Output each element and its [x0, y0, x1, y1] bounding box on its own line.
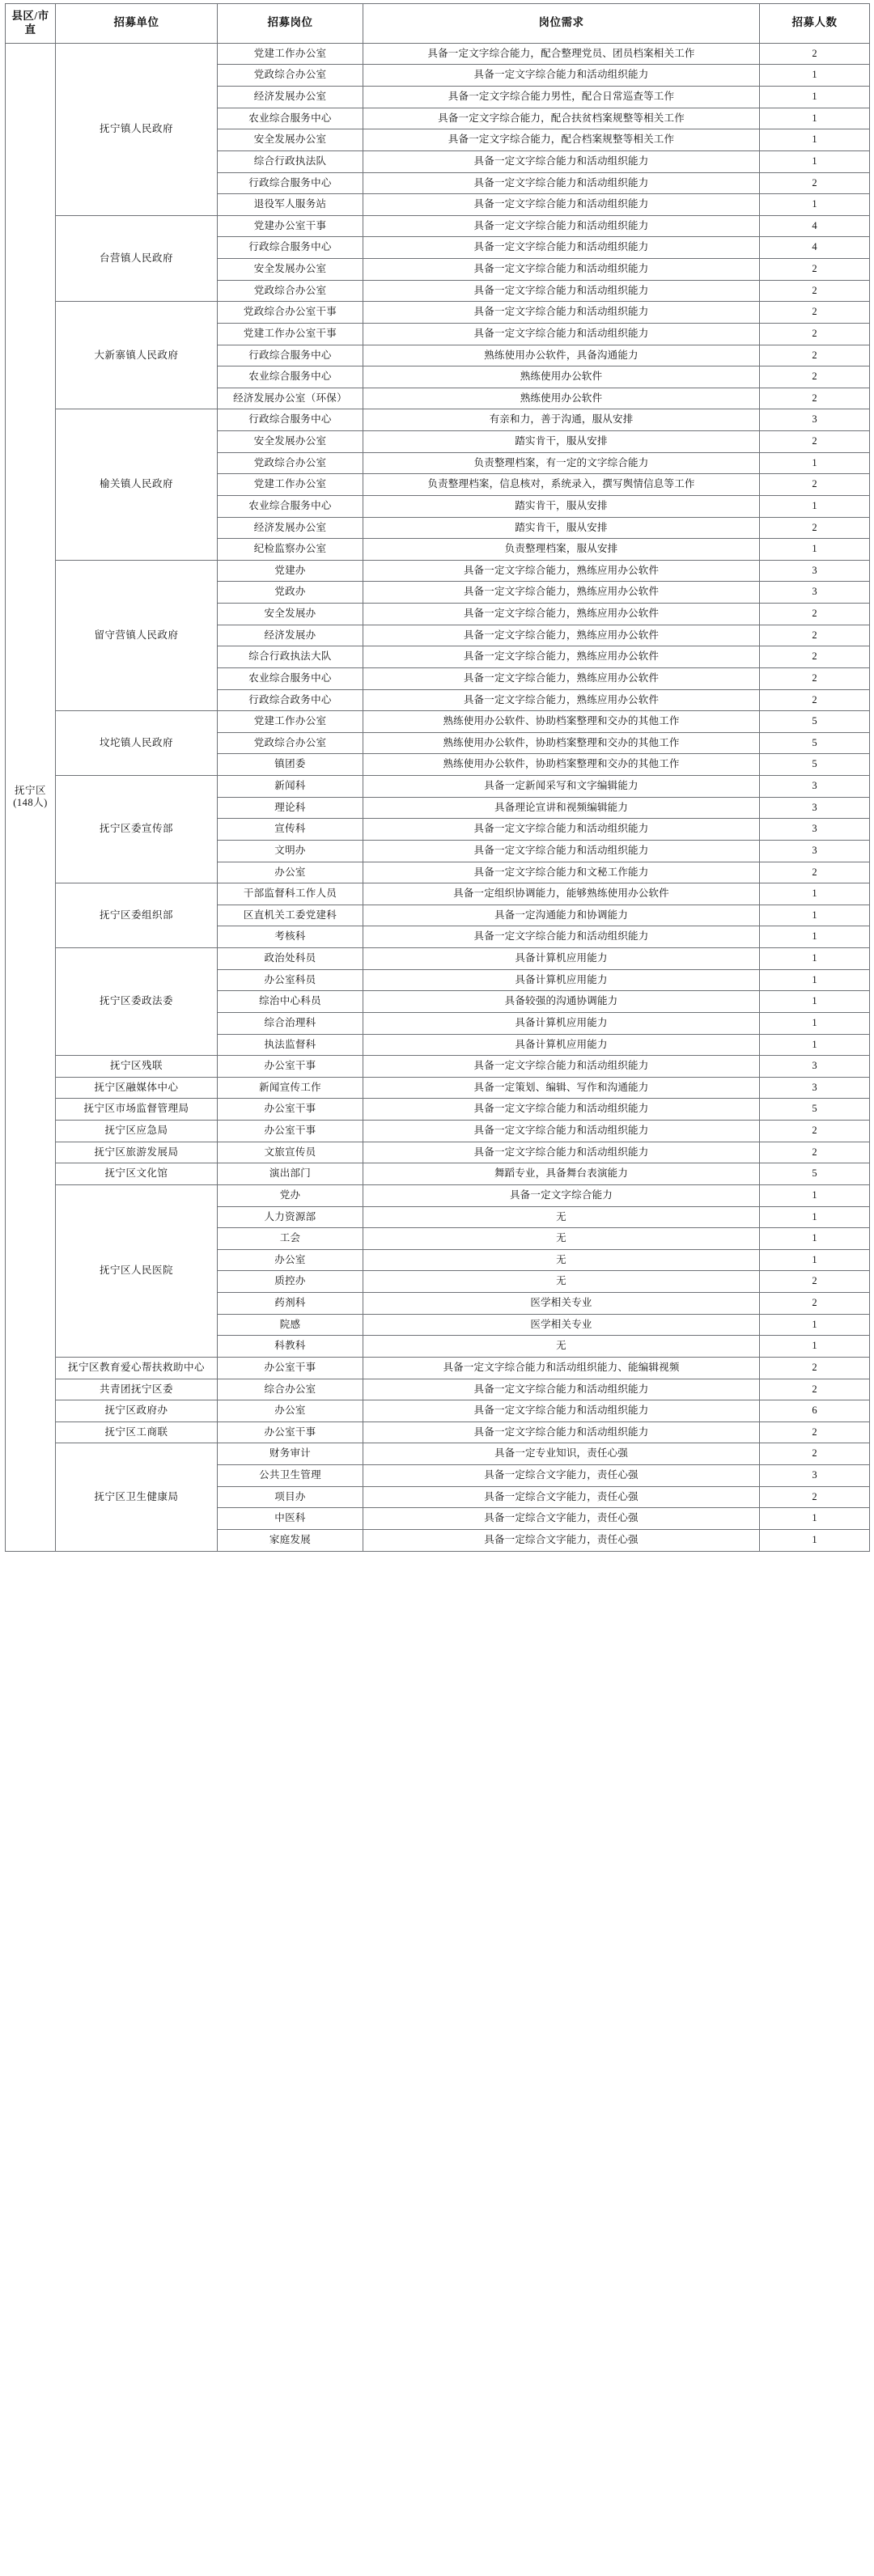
unit-cell: 抚宁区委政法委: [56, 948, 218, 1056]
requirement-cell: 具备一定文字综合能力和活动组织能力: [363, 150, 760, 172]
count-cell: 2: [760, 172, 870, 194]
post-cell: 综合治理科: [218, 1012, 363, 1034]
requirement-cell: 熟练使用办公软件: [363, 366, 760, 388]
count-cell: 1: [760, 1508, 870, 1530]
unit-cell: 抚宁区融媒体中心: [56, 1077, 218, 1099]
requirement-cell: 具备一定文字综合能力，熟练应用办公软件: [363, 560, 760, 582]
count-cell: 3: [760, 840, 870, 862]
count-cell: 1: [760, 539, 870, 561]
count-cell: 3: [760, 776, 870, 798]
post-cell: 公共卫生管理: [218, 1465, 363, 1487]
table-row: [6, 883, 870, 905]
post-cell: 考核科: [218, 926, 363, 948]
count-cell: 2: [760, 280, 870, 302]
table-row: [6, 711, 870, 733]
region-name: 抚宁区: [14, 784, 46, 796]
post-cell: 办公室干事: [218, 1099, 363, 1121]
table-row: [6, 409, 870, 431]
count-cell: 1: [760, 194, 870, 216]
requirement-cell: 熟练使用办公软件，协助档案整理和交办的其他工作: [363, 732, 760, 754]
table-row: [6, 302, 870, 324]
recruitment-table: [5, 3, 870, 1552]
post-cell: 党建工作办公室: [218, 43, 363, 65]
table-row: [6, 1443, 870, 1465]
count-cell: 3: [760, 1056, 870, 1078]
requirement-cell: 具备一定文字综合能力，配合整理党员、团员档案相关工作: [363, 43, 760, 65]
table-row: [6, 948, 870, 970]
requirement-cell: 具备一定综合文字能力，责任心强: [363, 1508, 760, 1530]
count-cell: 2: [760, 1293, 870, 1315]
column-header-requirement: 岗位需求: [363, 4, 760, 44]
count-cell: 2: [760, 862, 870, 883]
post-cell: 党政综合办公室: [218, 732, 363, 754]
unit-cell: 抚宁区市场监督管理局: [56, 1099, 218, 1121]
post-cell: 党政综合办公室: [218, 280, 363, 302]
unit-cell: 抚宁区教育爱心帮扶救助中心: [56, 1357, 218, 1379]
post-cell: 安全发展办: [218, 604, 363, 625]
table-row: [6, 1099, 870, 1121]
table-row: [6, 1056, 870, 1078]
post-cell: 党政综合办公室: [218, 452, 363, 474]
count-cell: 1: [760, 1012, 870, 1034]
requirement-cell: 具备一定文字综合能力和活动组织能力: [363, 302, 760, 324]
unit-cell: 榆关镇人民政府: [56, 409, 218, 560]
table-row: [6, 560, 870, 582]
post-cell: 党建办: [218, 560, 363, 582]
table-row: [6, 1077, 870, 1099]
count-cell: 3: [760, 582, 870, 604]
requirement-cell: 无: [363, 1336, 760, 1358]
count-cell: 1: [760, 65, 870, 87]
count-cell: 1: [760, 150, 870, 172]
post-cell: 农业综合服务中心: [218, 495, 363, 517]
requirement-cell: 具备一定组织协调能力，能够熟练使用办公软件: [363, 883, 760, 905]
requirement-cell: 具备一定文字综合能力男性，配合日常巡查等工作: [363, 87, 760, 108]
unit-cell: 抚宁区政府办: [56, 1400, 218, 1422]
count-cell: 1: [760, 1314, 870, 1336]
post-cell: 党建工作办公室: [218, 711, 363, 733]
count-cell: 5: [760, 754, 870, 776]
post-cell: 办公室干事: [218, 1121, 363, 1142]
requirement-cell: 具备一定沟通能力和协调能力: [363, 905, 760, 926]
table-row: [6, 1121, 870, 1142]
region-cell: [6, 43, 56, 1551]
count-cell: 2: [760, 1357, 870, 1379]
requirement-cell: 具备一定文字综合能力和活动组织能力: [363, 1142, 760, 1163]
requirement-cell: 具备计算机应用能力: [363, 1012, 760, 1034]
post-cell: 农业综合服务中心: [218, 108, 363, 129]
requirement-cell: 踏实肯干，服从安排: [363, 495, 760, 517]
requirement-cell: 具备一定综合文字能力，责任心强: [363, 1529, 760, 1551]
requirement-cell: 熟练使用办公软件、协助档案整理和交办的其他工作: [363, 711, 760, 733]
count-cell: 2: [760, 366, 870, 388]
requirement-cell: 具备一定文字综合能力: [363, 1184, 760, 1206]
requirement-cell: 具备一定文字综合能力和活动组织能力: [363, 65, 760, 87]
count-cell: 1: [760, 969, 870, 991]
count-cell: 1: [760, 991, 870, 1013]
requirement-cell: 具备一定文字综合能力和活动组织能力、能编辑视频: [363, 1357, 760, 1379]
post-cell: 理论科: [218, 797, 363, 819]
unit-cell: 共青团抚宁区委: [56, 1379, 218, 1400]
post-cell: 党建工作办公室: [218, 474, 363, 496]
requirement-cell: 具备一定文字综合能力和活动组织能力: [363, 194, 760, 216]
post-cell: 党政办: [218, 582, 363, 604]
column-header-post: 招募岗位: [218, 4, 363, 44]
requirement-cell: 具备计算机应用能力: [363, 969, 760, 991]
requirement-cell: 负责整理档案，信息核对，系统录入，撰写舆情信息等工作: [363, 474, 760, 496]
post-cell: 办公室干事: [218, 1056, 363, 1078]
post-cell: 农业综合服务中心: [218, 366, 363, 388]
requirement-cell: 具备一定文字综合能力，熟练应用办公软件: [363, 582, 760, 604]
post-cell: 家庭发展: [218, 1529, 363, 1551]
post-cell: 行政综合服务中心: [218, 345, 363, 366]
post-cell: 办公室干事: [218, 1357, 363, 1379]
unit-cell: 抚宁区人民医院: [56, 1184, 218, 1357]
post-cell: 办公室: [218, 1249, 363, 1271]
requirement-cell: 具备一定文字综合能力，熟练应用办公软件: [363, 667, 760, 689]
requirement-cell: 具备一定文字综合能力和活动组织能力: [363, 323, 760, 345]
count-cell: 2: [760, 259, 870, 281]
count-cell: 1: [760, 1034, 870, 1056]
requirement-cell: 具备计算机应用能力: [363, 948, 760, 970]
count-cell: 1: [760, 129, 870, 151]
table-row: [6, 43, 870, 65]
count-cell: 3: [760, 797, 870, 819]
unit-cell: 抚宁镇人民政府: [56, 43, 218, 215]
requirement-cell: 具备一定文字综合能力，熟练应用办公软件: [363, 646, 760, 668]
requirement-cell: 具备一定综合文字能力，责任心强: [363, 1486, 760, 1508]
count-cell: 1: [760, 1249, 870, 1271]
requirement-cell: 踏实肯干，服从安排: [363, 431, 760, 453]
count-cell: 2: [760, 302, 870, 324]
post-cell: 办公室干事: [218, 1421, 363, 1443]
count-cell: 2: [760, 625, 870, 646]
post-cell: 行政综合服务中心: [218, 237, 363, 259]
requirement-cell: 具备一定综合文字能力，责任心强: [363, 1465, 760, 1487]
requirement-cell: 具备一定文字综合能力，熟练应用办公软件: [363, 625, 760, 646]
count-cell: 1: [760, 1336, 870, 1358]
requirement-cell: 医学相关专业: [363, 1293, 760, 1315]
post-cell: 药剂科: [218, 1293, 363, 1315]
requirement-cell: 踏实肯干，服从安排: [363, 517, 760, 539]
count-cell: 2: [760, 1421, 870, 1443]
unit-cell: 抚宁区工商联: [56, 1421, 218, 1443]
post-cell: 区直机关工委党建科: [218, 905, 363, 926]
count-cell: 6: [760, 1400, 870, 1422]
count-cell: 1: [760, 452, 870, 474]
post-cell: 党建工作办公室干事: [218, 323, 363, 345]
count-cell: 2: [760, 43, 870, 65]
count-cell: 3: [760, 560, 870, 582]
requirement-cell: 具备一定文字综合能力，熟练应用办公软件: [363, 604, 760, 625]
post-cell: 政治处科员: [218, 948, 363, 970]
requirement-cell: 具备理论宣讲和视频编辑能力: [363, 797, 760, 819]
table-header: [6, 4, 870, 44]
post-cell: 行政综合服务中心: [218, 409, 363, 431]
requirement-cell: 具备一定文字综合能力和活动组织能力: [363, 215, 760, 237]
column-header-unit: 招募单位: [56, 4, 218, 44]
count-cell: 1: [760, 905, 870, 926]
count-cell: 2: [760, 1443, 870, 1465]
unit-cell: 坟坨镇人民政府: [56, 711, 218, 776]
post-cell: 文旅宣传员: [218, 1142, 363, 1163]
count-cell: 2: [760, 1142, 870, 1163]
count-cell: 1: [760, 1529, 870, 1551]
count-cell: 2: [760, 345, 870, 366]
count-cell: 2: [760, 388, 870, 409]
post-cell: 办公室: [218, 862, 363, 883]
post-cell: 办公室: [218, 1400, 363, 1422]
requirement-cell: 具备一定策划、编辑、写作和沟通能力: [363, 1077, 760, 1099]
post-cell: 经济发展办公室: [218, 517, 363, 539]
post-cell: 行政综合政务中心: [218, 689, 363, 711]
post-cell: 宣传科: [218, 819, 363, 841]
count-cell: 2: [760, 689, 870, 711]
unit-cell: 留守营镇人民政府: [56, 560, 218, 710]
unit-cell: 抚宁区旅游发展局: [56, 1142, 218, 1163]
post-cell: 干部监督科工作人员: [218, 883, 363, 905]
post-cell: 科教科: [218, 1336, 363, 1358]
post-cell: 党政综合办公室: [218, 65, 363, 87]
count-cell: 2: [760, 1121, 870, 1142]
requirement-cell: 具备一定文字综合能力和活动组织能力: [363, 280, 760, 302]
requirement-cell: 具备一定文字综合能力和活动组织能力: [363, 1056, 760, 1078]
post-cell: 综合行政执法大队: [218, 646, 363, 668]
table-row: [6, 1421, 870, 1443]
post-cell: 文明办: [218, 840, 363, 862]
requirement-cell: 具备一定文字综合能力和活动组织能力: [363, 1121, 760, 1142]
post-cell: 新闻宣传工作: [218, 1077, 363, 1099]
table-row: [6, 776, 870, 798]
post-cell: 行政综合服务中心: [218, 172, 363, 194]
post-cell: 退役军人服务站: [218, 194, 363, 216]
requirement-cell: 具备一定文字综合能力，熟练应用办公软件: [363, 689, 760, 711]
post-cell: 农业综合服务中心: [218, 667, 363, 689]
count-cell: 1: [760, 87, 870, 108]
table-row: [6, 1357, 870, 1379]
requirement-cell: 有亲和力，善于沟通，服从安排: [363, 409, 760, 431]
count-cell: 1: [760, 1206, 870, 1228]
table-body: [6, 43, 870, 1551]
unit-cell: 抚宁区委宣传部: [56, 776, 218, 883]
table-header-row: [6, 4, 870, 44]
count-cell: 2: [760, 604, 870, 625]
count-cell: 5: [760, 1163, 870, 1185]
requirement-cell: 具备一定文字综合能力和活动组织能力: [363, 1379, 760, 1400]
post-cell: 安全发展办公室: [218, 259, 363, 281]
unit-cell: 抚宁区委组织部: [56, 883, 218, 948]
requirement-cell: 具备一定文字综合能力，配合档案规整等相关工作: [363, 129, 760, 151]
post-cell: 院感: [218, 1314, 363, 1336]
post-cell: 党建办公室干事: [218, 215, 363, 237]
count-cell: 4: [760, 237, 870, 259]
post-cell: 办公室科员: [218, 969, 363, 991]
count-cell: 1: [760, 948, 870, 970]
table-row: [6, 1142, 870, 1163]
post-cell: 中医科: [218, 1508, 363, 1530]
requirement-cell: 医学相关专业: [363, 1314, 760, 1336]
post-cell: 镇团委: [218, 754, 363, 776]
requirement-cell: 具备一定文字综合能力和活动组织能力: [363, 926, 760, 948]
requirement-cell: 具备计算机应用能力: [363, 1034, 760, 1056]
post-cell: 综治中心科员: [218, 991, 363, 1013]
post-cell: 项目办: [218, 1486, 363, 1508]
region-count-note: (148人): [13, 797, 48, 809]
post-cell: 综合行政执法队: [218, 150, 363, 172]
requirement-cell: 具备一定文字综合能力和活动组织能力: [363, 259, 760, 281]
unit-cell: 抚宁区文化馆: [56, 1163, 218, 1185]
requirement-cell: 具备一定文字综合能力和活动组织能力: [363, 840, 760, 862]
requirement-cell: 具备一定专业知识，责任心强: [363, 1443, 760, 1465]
unit-cell: 抚宁区应急局: [56, 1121, 218, 1142]
count-cell: 2: [760, 667, 870, 689]
post-cell: 纪检监察办公室: [218, 539, 363, 561]
count-cell: 2: [760, 1271, 870, 1293]
requirement-cell: 具备一定文字综合能力，配合扶贫档案规整等相关工作: [363, 108, 760, 129]
count-cell: 2: [760, 517, 870, 539]
table-row: [6, 215, 870, 237]
count-cell: 3: [760, 1465, 870, 1487]
count-cell: 1: [760, 495, 870, 517]
table-row: [6, 1379, 870, 1400]
requirement-cell: 具备较强的沟通协调能力: [363, 991, 760, 1013]
count-cell: 2: [760, 323, 870, 345]
post-cell: 新闻科: [218, 776, 363, 798]
count-cell: 5: [760, 711, 870, 733]
requirement-cell: 负责整理档案，服从安排: [363, 539, 760, 561]
requirement-cell: 负责整理档案，有一定的文字综合能力: [363, 452, 760, 474]
post-cell: 演出部门: [218, 1163, 363, 1185]
post-cell: 工会: [218, 1228, 363, 1250]
post-cell: 党办: [218, 1184, 363, 1206]
requirement-cell: 熟练使用办公软件: [363, 388, 760, 409]
post-cell: 人力资源部: [218, 1206, 363, 1228]
count-cell: 5: [760, 732, 870, 754]
requirement-cell: 无: [363, 1206, 760, 1228]
requirement-cell: 具备一定文字综合能力和活动组织能力: [363, 172, 760, 194]
post-cell: 经济发展办公室（环保）: [218, 388, 363, 409]
count-cell: 5: [760, 1099, 870, 1121]
requirement-cell: 具备一定文字综合能力和活动组织能力: [363, 1099, 760, 1121]
requirement-cell: 无: [363, 1228, 760, 1250]
column-header-count: 招募人数: [760, 4, 870, 44]
count-cell: 2: [760, 431, 870, 453]
post-cell: 经济发展办公室: [218, 87, 363, 108]
count-cell: 1: [760, 926, 870, 948]
count-cell: 3: [760, 409, 870, 431]
requirement-cell: 具备一定文字综合能力和活动组织能力: [363, 237, 760, 259]
post-cell: 安全发展办公室: [218, 431, 363, 453]
requirement-cell: 具备一定新闻采写和文字编辑能力: [363, 776, 760, 798]
column-header-region: 县区/市直: [6, 4, 56, 44]
post-cell: 安全发展办公室: [218, 129, 363, 151]
unit-cell: 抚宁区残联: [56, 1056, 218, 1078]
requirement-cell: 熟练使用办公软件，具备沟通能力: [363, 345, 760, 366]
count-cell: 2: [760, 1379, 870, 1400]
requirement-cell: 无: [363, 1249, 760, 1271]
requirement-cell: 无: [363, 1271, 760, 1293]
post-cell: 财务审计: [218, 1443, 363, 1465]
requirement-cell: 舞蹈专业，具备舞台表演能力: [363, 1163, 760, 1185]
post-cell: 经济发展办: [218, 625, 363, 646]
count-cell: 3: [760, 1077, 870, 1099]
count-cell: 3: [760, 819, 870, 841]
post-cell: 党政综合办公室干事: [218, 302, 363, 324]
table-row: [6, 1163, 870, 1185]
count-cell: 2: [760, 1486, 870, 1508]
table-row: [6, 1400, 870, 1422]
table-row: [6, 1184, 870, 1206]
count-cell: 1: [760, 1228, 870, 1250]
requirement-cell: 具备一定文字综合能力和活动组织能力: [363, 1421, 760, 1443]
requirement-cell: 熟练使用办公软件，协助档案整理和交办的其他工作: [363, 754, 760, 776]
count-cell: 4: [760, 215, 870, 237]
post-cell: 综合办公室: [218, 1379, 363, 1400]
unit-cell: 大新寨镇人民政府: [56, 302, 218, 409]
requirement-cell: 具备一定文字综合能力和活动组织能力: [363, 819, 760, 841]
count-cell: 1: [760, 1184, 870, 1206]
count-cell: 1: [760, 108, 870, 129]
unit-cell: 抚宁区卫生健康局: [56, 1443, 218, 1551]
requirement-cell: 具备一定文字综合能力和文秘工作能力: [363, 862, 760, 883]
post-cell: 执法监督科: [218, 1034, 363, 1056]
count-cell: 2: [760, 646, 870, 668]
requirement-cell: 具备一定文字综合能力和活动组织能力: [363, 1400, 760, 1422]
count-cell: 2: [760, 474, 870, 496]
unit-cell: 台营镇人民政府: [56, 215, 218, 302]
count-cell: 1: [760, 883, 870, 905]
post-cell: 质控办: [218, 1271, 363, 1293]
